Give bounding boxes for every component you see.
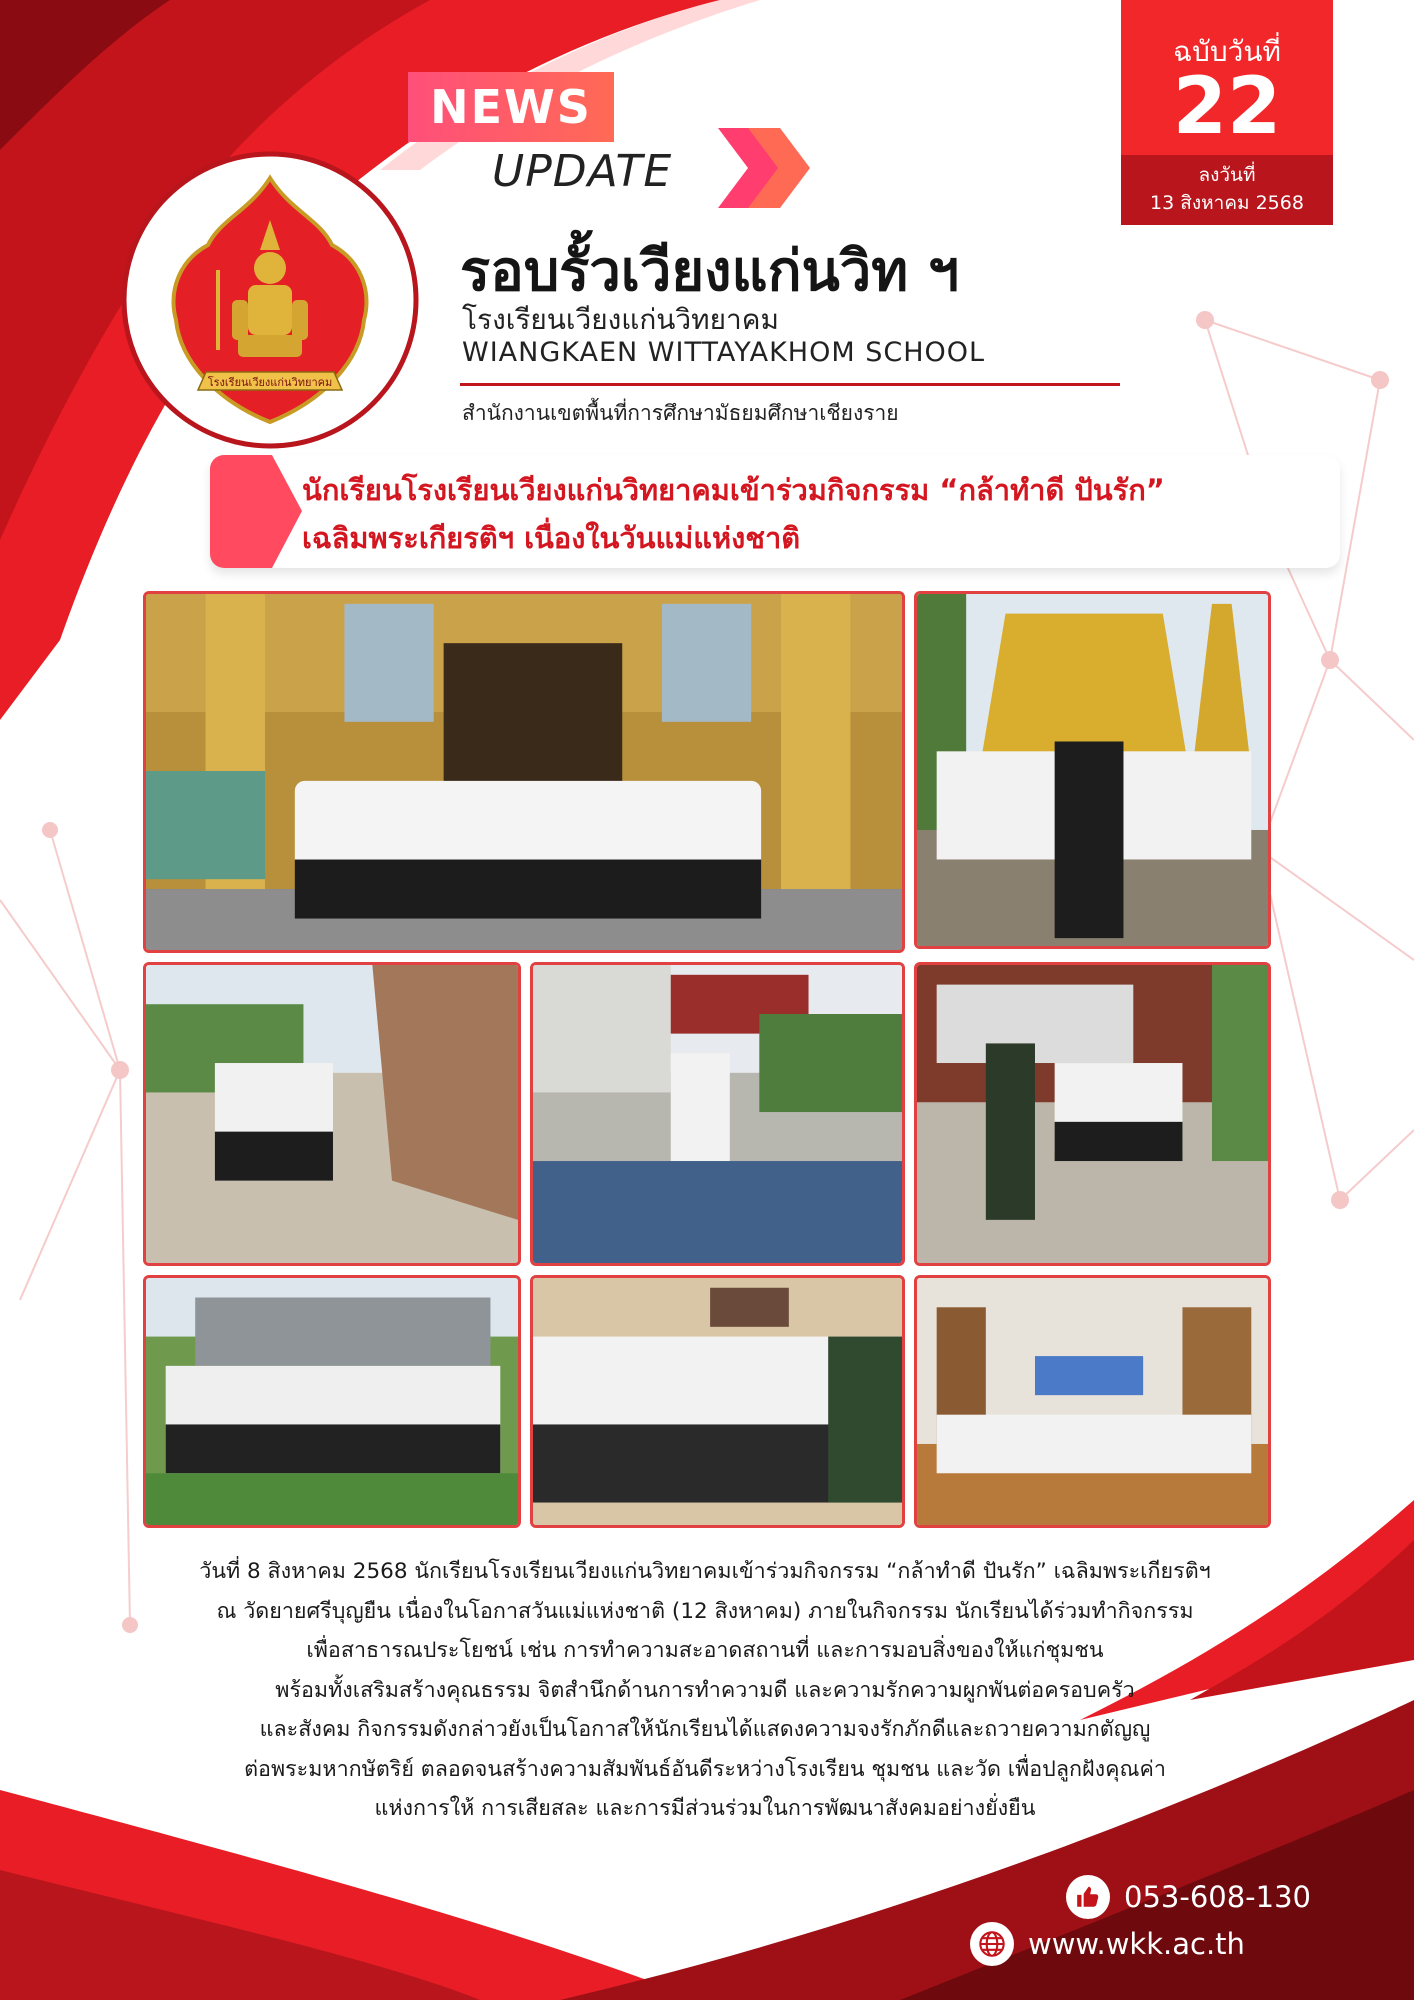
chevrons-icon [718, 128, 810, 208]
page-title: รอบรั้วเวียงแก่นวิท ฯ [460, 239, 960, 304]
photo-sweep-house [914, 962, 1271, 1266]
headline-line-2: เฉลิมพระเกียรติฯ เนื่องในวันแม่แห่งชาติ [302, 521, 801, 555]
contact-phone[interactable] [1066, 1875, 1311, 1919]
phone-number: 053-608-130 [1124, 1880, 1311, 1914]
photo-donation-room [530, 1275, 905, 1528]
photo-sweep-yard [530, 962, 905, 1266]
headline-line-1: นักเรียนโรงเรียนเวียงแก่นวิทยาคมเข้าร่วมกิจกรรม “กล้าทำดี ปันรัก” [302, 473, 1165, 507]
website-link: www.wkk.ac.th [1028, 1927, 1245, 1961]
headline [302, 466, 1342, 562]
news-label: NEWS [408, 72, 614, 142]
issue-number: 22 [1172, 62, 1282, 152]
update-label: UPDATE [492, 146, 673, 197]
body-line: และสังคม กิจกรรมดังกล่าวยังเป็นโอกาสให้นักเรียนได้แสดงความจงรักภักดีและถวายความกตัญญู [259, 1717, 1151, 1742]
issue-label: ฉบับวันที่ [1173, 35, 1281, 68]
issue-date: 13 สิงหาคม 2568 [1150, 192, 1304, 214]
thumbs-up-icon [1066, 1875, 1110, 1919]
issue-date-label: ลงวันที่ [1198, 164, 1256, 186]
article-body [130, 1552, 1280, 1829]
photo-home-visit [914, 1275, 1271, 1528]
body-line: พร้อมทั้งเสริมสร้างคุณธรรม จิตสำนึกด้านการทำความดี และความรักความผูกพันต่อครอบครัว [275, 1677, 1135, 1703]
photo-pagoda-sweep [914, 591, 1271, 949]
logo-ribbon-text: โรงเรียนเวียงแก่นวิทยาคม [207, 376, 333, 389]
body-line: แห่งการให้ การเสียสละ และการมีส่วนร่วมในการพัฒนาสังคมอย่างยั่งยืน [374, 1796, 1036, 1821]
body-line: ณ วัดยายศรีบุญยืน เนื่องในโอกาสวันแม่แห่งชาติ (12 สิงหาคม) ภายในกิจกรรม นักเรียนได้ร่วมทำกิจกรรม [216, 1598, 1194, 1624]
body-line: ต่อพระมหากษัตริย์ ตลอดจนสร้างความสัมพันธ์อันดีระหว่างโรงเรียน ชุมชน และวัด เพื่อปลูกฝังคุณค่า [244, 1756, 1166, 1782]
education-office: สำนักงานเขตพื้นที่การศึกษามัธยมศึกษาเชียงราย [462, 401, 899, 425]
globe-icon [970, 1922, 1014, 1966]
contact-website[interactable] [970, 1922, 1245, 1966]
issue-date-box [1121, 155, 1333, 225]
photo-sweep-temple-path [143, 962, 521, 1266]
body-line: วันที่ 8 สิงหาคม 2568 นักเรียนโรงเรียนเวียงแก่นวิทยาคมเข้าร่วมกิจกรรม “กล้าทำดี ปันรัก” เฉลิมพระเกียรติฯ [199, 1559, 1211, 1584]
photo-community-visit [143, 1275, 521, 1528]
school-name-th: โรงเรียนเวียงแก่นวิทยาคม [462, 303, 779, 336]
headline-tab-arrow [262, 455, 302, 568]
body-line: เพื่อสาธารณประโยชน์ เช่น การทำความสะอาดสถานที่ และการมอบสิ่งของให้แก่ชุมชน [306, 1638, 1104, 1663]
issue-badge [1121, 0, 1333, 225]
photo-temple-group [143, 591, 905, 953]
school-name-en: WIANGKAEN WITTAYAKHOM SCHOOL [462, 337, 986, 368]
school-logo [120, 150, 420, 450]
title-divider [460, 383, 1120, 386]
